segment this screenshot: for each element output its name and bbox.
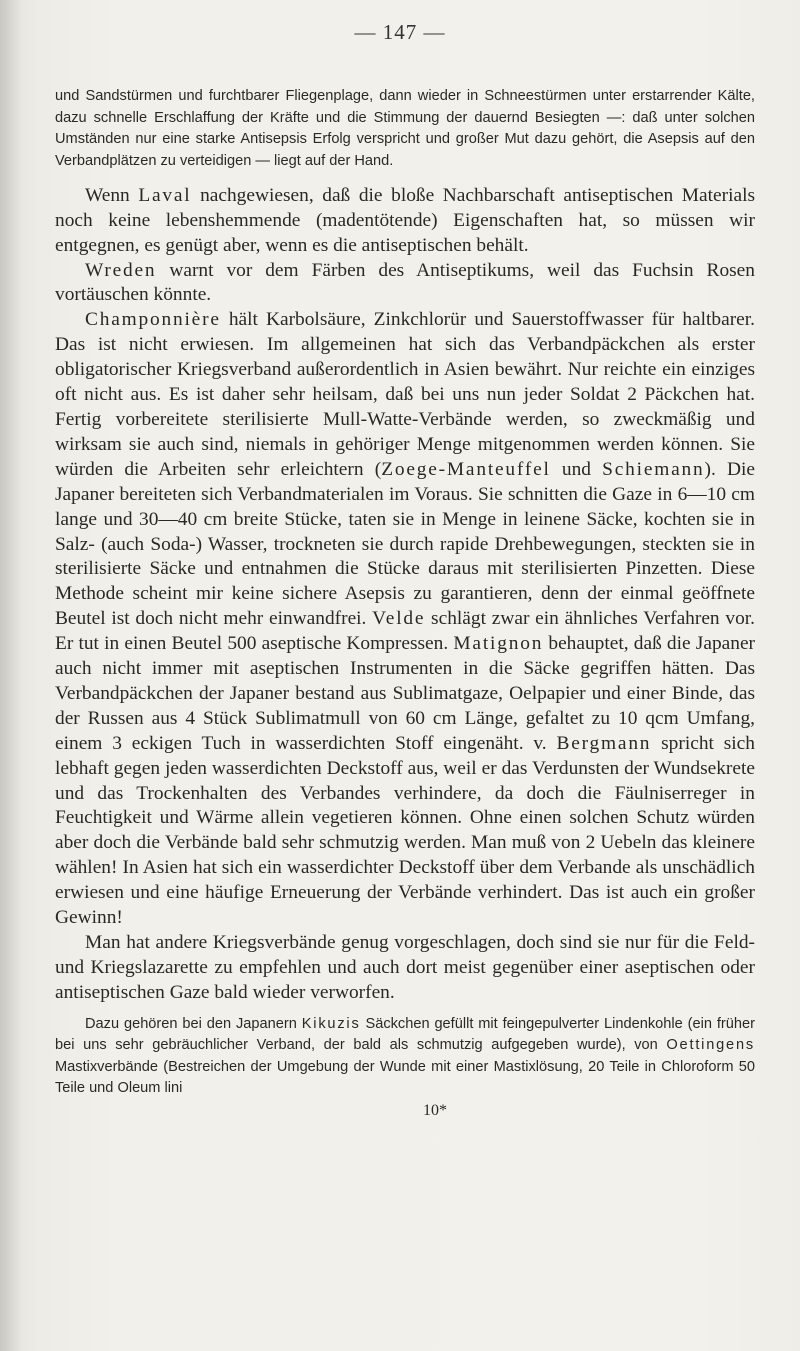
signature-mark: 10* <box>423 1101 447 1119</box>
text-run: Mastixverbände (Bestreichen der Umgebung der Wunde mit einer Mastixlösung, 20 Teile in Chloroform 50 Teile und Oleum lini <box>55 1058 755 1097</box>
text-run: Säckchen gefüllt mit feingepulverter Lindenkohle (ein früher bei uns sehr gebräuchlicher Verband, der bald als schmutzig aufgegeben wurde), von <box>55 1015 755 1054</box>
author-name: Bergmann <box>556 732 652 754</box>
text-run: ). Die Japaner bereiteten sich Verbandmaterialen im Voraus. Sie schnitten die Gaze in 6—10 cm lange und 30—40 cm breite Stücke, taten sie in Menge in leinene Säcke, kochten sie in Salz- (auch Soda-) Wasser, trockneten sie durch rapide Drehbewegungen, steckten sie in sterilisierte Säcke und entnahmen die Stücke daraus mit sterilisierten Pinzetten. Diese Methode scheint mir keine sichere Asepsis zu garantieren, denn der einmal geöffnete Beutel ist doch nicht mehr einwandfrei. <box>55 458 755 630</box>
author-name: Kikuzis <box>301 1015 361 1032</box>
author-name: Champonnière <box>85 309 221 331</box>
text-run: nachgewiesen, daß die bloße Nachbarschaft antiseptischen Materials noch keine lebenshemmende (madentötende) Eigenschaften hat, so müssen wir entgegnen, es genügt aber, wenn es die antiseptischen behält. <box>55 184 756 256</box>
author-name: Wreden <box>85 259 157 281</box>
paragraph-kriegsverbaende: Man hat andere Kriegsverbände genug vorgeschlagen, doch sind sie nur für die Feld- und Kriegslazarette zu empfehlen und auch dort meist gegenüber einer aseptischen oder antiseptischen Gaze bald wieder verworfen. <box>55 932 755 1003</box>
author-name: Matignon <box>453 633 544 655</box>
author-name: Laval <box>138 184 192 206</box>
author-name: Velde <box>372 608 426 630</box>
spine-shadow <box>0 0 22 1351</box>
page-number: — 147 — <box>354 20 446 44</box>
text-run: Wenn <box>85 184 139 206</box>
author-name: Oettingens <box>666 1037 755 1054</box>
page-body <box>55 86 755 1120</box>
paragraph-champonniere <box>55 308 755 931</box>
text-run: schlägt zwar ein ähnliches Verfahren vor. Er tut in einen Beutel 500 aseptische Kompressen. <box>55 608 755 655</box>
paragraph-wreden <box>55 259 755 309</box>
paragraph-small-japanese <box>55 1014 755 1100</box>
text-run: spricht sich lebhaft gegen jeden wasserdichten Deckstoff aus, weil er das Verdunsten der Wundsekrete und das Trockenhalten des Verbandes verhindere, da doch die Fäulniserreger in Feuchtigkeit und Wärme allein vegetieren können. Ohne einen solchen Schutz würden aber doch die Verbände bald sehr schmutzig werden. Man muß von 2 Uebeln das kleinere wählen! In Asien hat sich ein wasserdichter Deckstoff über dem Verbande als unschädlich erwiesen und eine häufige Erneuerung der Verbände verhindert. Das ist auch ein großer Gewinn! <box>55 732 755 929</box>
text-run: und <box>550 458 603 480</box>
paragraph-laval <box>55 184 755 259</box>
author-name: Zoege-Manteuffel <box>381 458 551 480</box>
text-run: behauptet, daß die Japaner auch nicht immer mit aseptischen Instrumenten in die Säcke gegriffen hätten. Das Verbandpäckchen der Japaner bestand aus Sublimatgaze, Oelpapier und einer Binde, das der Russen aus 4 Stück Sublimatmull von 60 cm Länge, gefaltet zu 10 qcm Umfang, einem 3 eckigen Tuch in wasserdichten Stoff eingenäht. v. <box>55 633 756 754</box>
intro-paragraph: und Sandstürmen und furchtbarer Fliegenplage, dann wieder in Schneestürmen unter erstarrender Kälte, dazu schnelle Erschlaffung der Kräfte und die Stimmung der dauernd Besiegten —: daß unter solchen Umständen nur eine starke Antisepsis Erfolg verspricht und großer Mut dazu gehört, die Asepsis auf den Verbandplätzen zu verteidigen — liegt auf der Hand. <box>55 88 755 170</box>
text-run: warnt vor dem Färben des Antiseptikums, weil das Fuchsin Rosen vortäuschen könnte. <box>55 259 755 306</box>
text-run: Dazu gehören bei den Japanern <box>85 1015 302 1032</box>
author-name: Schiemann <box>602 458 705 480</box>
text-run: hält Karbolsäure, Zinkchlorür und Sauerstoffwasser für haltbarer. Das ist nicht erwiesen. Im allgemeinen hat sich das Verbandpäckchen als erster obligatorischer Kriegsverband außerordentlich in Asien bewährt. Nur reichte ein einziges oft nicht aus. Es ist daher sehr heilsam, daß bei uns nun jeder Soldat 2 Päckchen hat. Fertig vorbereitete sterilisierte Mull-Watte-Verbände werden, so zweckmäßig und wirksam sie auch sind, niemals in gehöriger Menge mitgenommen werden können. Sie würden die Arbeiten sehr erleichtern ( <box>55 309 755 480</box>
